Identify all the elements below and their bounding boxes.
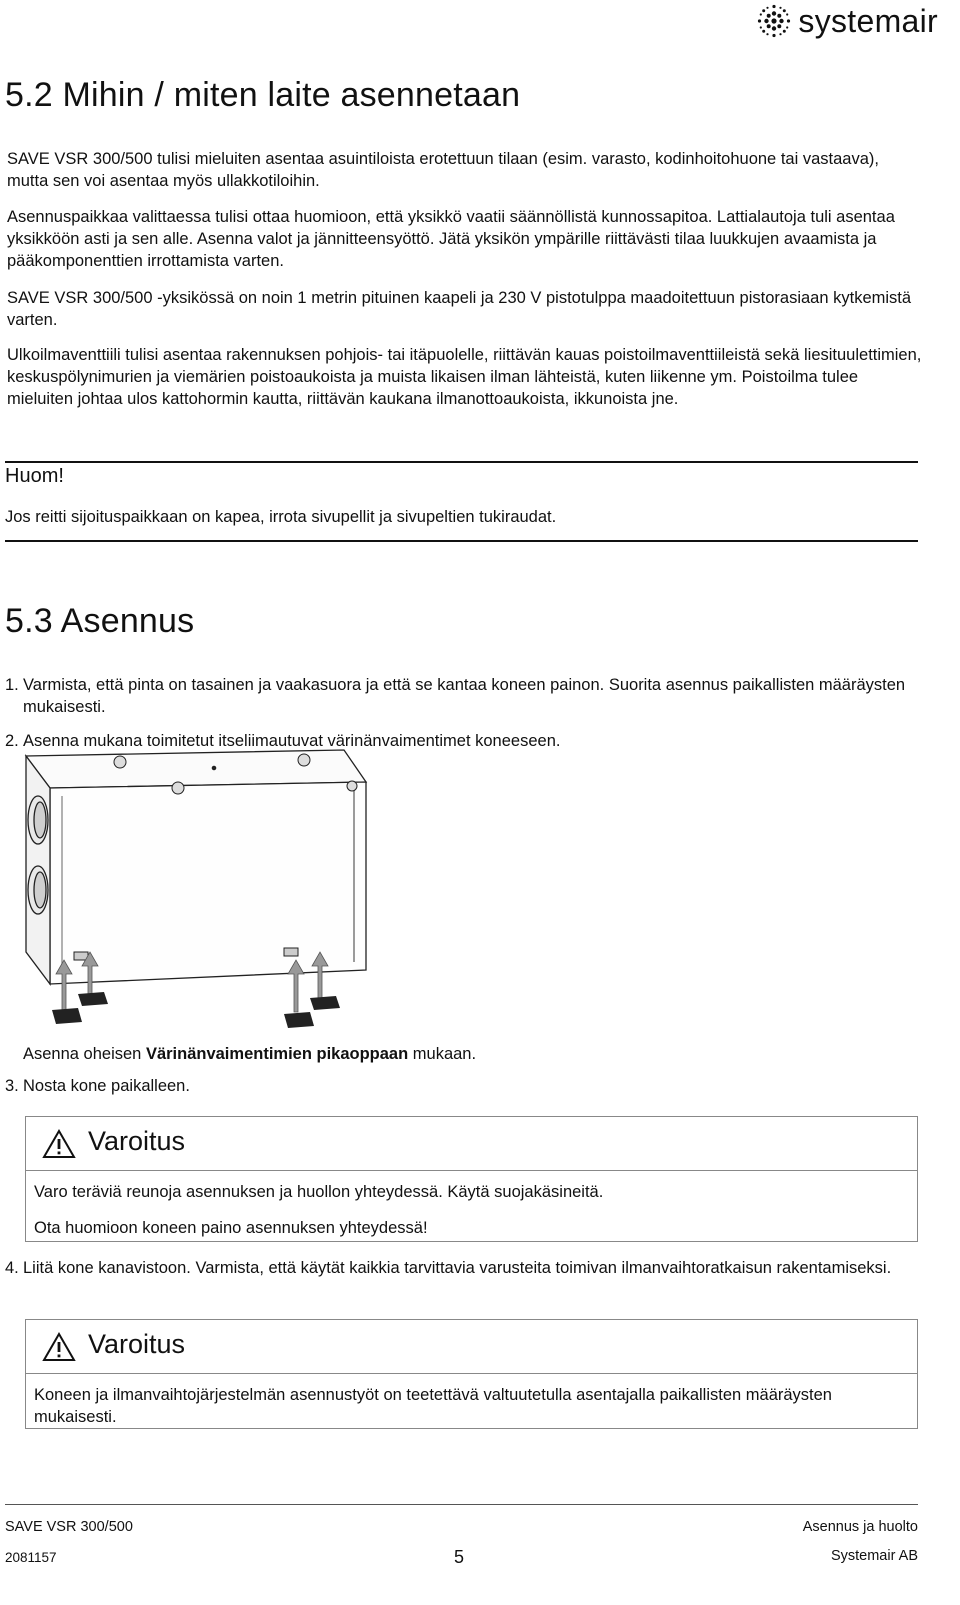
- note-title: Huom!: [5, 465, 64, 487]
- warning-triangle-icon: [42, 1332, 76, 1362]
- note-bottom-rule: [5, 540, 918, 542]
- step-4: [5, 1257, 920, 1301]
- footer-company: Systemair AB: [830, 1548, 918, 1564]
- paragraph-cable: SAVE VSR 300/500 -yksikössä on noin 1 metrin pituinen kaapeli ja 230 V pistotulppa maadoitettuun pistorasiaan kytkemistä varten.: [7, 289, 912, 329]
- footer-doc-number: 2081157: [5, 1550, 57, 1565]
- warning-box-1: [25, 1116, 918, 1242]
- warning-text: Koneen ja ilmanvaihtojärjestelmän asennustyöt on teetettävä valtuutetulla asentajalla paikallisten määräysten mukaisesti.: [34, 1386, 832, 1426]
- step-1: [5, 674, 920, 718]
- warning-triangle-icon: [42, 1129, 76, 1159]
- footer-product: SAVE VSR 300/500: [5, 1519, 133, 1535]
- step-number: 4.: [5, 1259, 19, 1277]
- footer-page-number: 5: [454, 1547, 465, 1567]
- systemair-dot-logo-icon: [756, 3, 792, 39]
- paragraph-outdoor-vent: Ulkoilmaventtiili tulisi asentaa rakennuksen pohjois- tai itäpuolelle, riittävän kauas poistoilmaventtiileistä sekä liesituulettimien, keskuspölynimurien ja viemärien poistoaukoista ja muista likaisen ilman lähteistä, kuten liikenne ym. Poistoilma tulee mieluiten johtaa ulos kattohormin kautta, riittävän kaukana ilmanottoaukoista, ikkunoista jne.: [7, 346, 922, 408]
- quick-guide-reference: Värinänvaimentimien pikaoppaan: [145, 1045, 409, 1063]
- note-text: Jos reitti sijoituspaikkaan on kapea, irrota sivupellit ja sivupeltien tukiraudat.: [5, 508, 557, 526]
- section-heading-5-3: 5.3 Asennus: [5, 602, 195, 640]
- warning-box-2: [25, 1319, 918, 1429]
- footer-section: Asennus ja huolto: [802, 1519, 918, 1535]
- step-text: Liitä kone kanavistoon. Varmista, että käytät kaikkia tarvittavia varusteita toimivan ilmanvaihtoratkaisun rakentamiseksi.: [23, 1259, 892, 1277]
- damper-instruction: Asenna oheisen Värinänvaimentimien pikaoppaan mukaan.: [23, 1045, 477, 1063]
- step-text: Asenna mukana toimitetut itseliimautuvat värinänvaimentimet koneeseen.: [23, 732, 561, 750]
- paragraph-maintenance: Asennuspaikkaa valittaessa tulisi ottaa huomioon, että yksikkö vaatii säännöllistä kunnossapitoa. Lattialautoja tuli asentaa yksikköön asti ja sen alle. Asenna valot ja jännitteensyöttö. Jätä yksikön ympärille riittävästi tilaa luukkujen avaamista ja pääkomponenttien irrottamista varten.: [7, 208, 895, 270]
- section-heading-5-2: 5.2 Mihin / miten laite asennetaan: [5, 76, 521, 114]
- unit-damper-illustration: [14, 748, 374, 1034]
- step-number: 1.: [5, 676, 19, 694]
- footer-rule: [5, 1504, 918, 1505]
- step-number: 2.: [5, 732, 19, 750]
- step-text: Varmista, että pinta on tasainen ja vaakasuora ja että se kantaa koneen painon. Suorita asennus paikallisten määräysten mukaisesti.: [23, 676, 906, 716]
- warning-text: Varo teräviä reunoja asennuksen ja huollon yhteydessä. Käytä suojakäsineitä.: [34, 1183, 604, 1201]
- warning-header: [26, 1320, 917, 1374]
- warning-header: [26, 1117, 917, 1171]
- brand-name: systemair: [798, 3, 938, 39]
- warning-title: Varoitus: [88, 1329, 186, 1359]
- step-text: Nosta kone paikalleen.: [23, 1077, 190, 1095]
- note-top-rule: [5, 461, 918, 463]
- step-number: 3.: [5, 1077, 19, 1095]
- brand-logo: [756, 2, 938, 40]
- paragraph-location: SAVE VSR 300/500 tulisi mieluiten asentaa asuintiloista erotettuun tilaan (esim. varasto, kodinhoitohuone tai vastaava), mutta sen voi asentaa myös ullakkotiloihin.: [7, 150, 879, 190]
- warning-title: Varoitus: [88, 1126, 186, 1156]
- step-3: [5, 1075, 920, 1097]
- warning-text: Ota huomioon koneen paino asennuksen yhteydessä!: [34, 1219, 428, 1237]
